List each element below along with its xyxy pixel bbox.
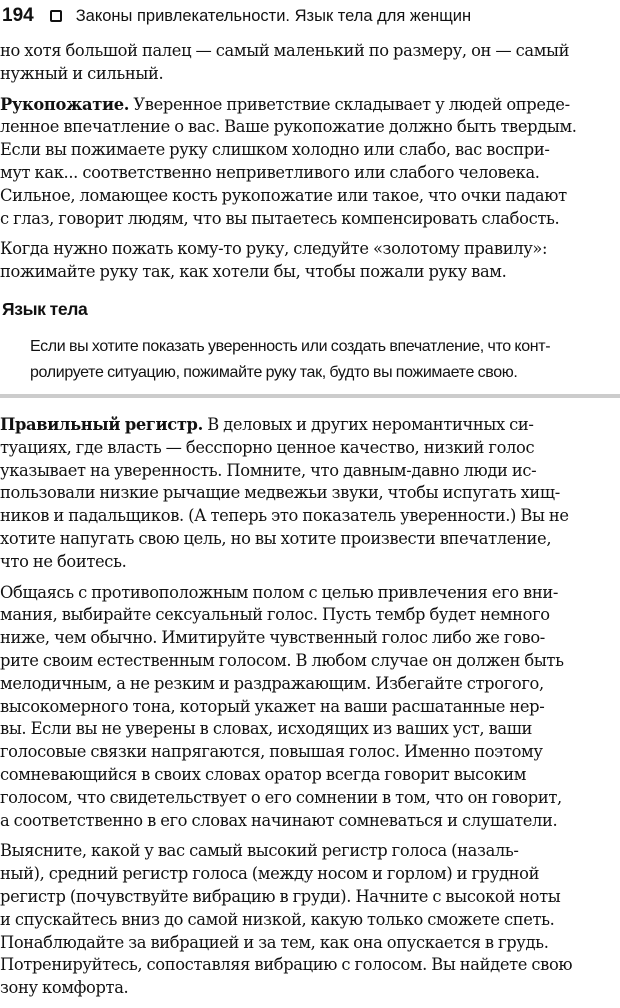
text-line: голосом, что свидетельствует о его сомнении в том, что он говорит, <box>0 787 562 807</box>
paragraph-lead-handshake: Рукопожатие. <box>0 94 130 114</box>
text-line: и спускайтесь вниз до самой низкой, какую только сможете спеть. <box>0 909 555 929</box>
text-line: хотите напугать свою цель, но вы хотите произвести впечатление, <box>0 528 552 548</box>
text-line: мут как... соответственно неприветливого или слабого человека. <box>0 162 540 182</box>
text-line: ролируете ситуацию, пожимайте руку так, будто вы пожимаете свою. <box>30 363 518 381</box>
paragraph-register <box>0 414 620 574</box>
text-line: нужный и сильный. <box>0 63 164 83</box>
text-line: голосовые связки напрягаются, повышая голос. Именно поэтому <box>0 742 543 762</box>
text-line: ный), средний регистр голоса (между носом и горлом) и грудной <box>0 864 540 884</box>
text-line: с глаз, говорит людям, что вы пытаетесь компенсировать слабость. <box>0 208 560 228</box>
running-header <box>2 2 614 30</box>
text-line: высокомерного тона, который укажет на ваши расшатанные нер- <box>0 696 545 716</box>
text-line: ниже, чем обычно. Имитируйте чувственный голос либо же гово- <box>0 628 545 648</box>
text-line: Понаблюдайте за вибрацией и за тем, как она опускается в грудь. <box>0 932 549 952</box>
text-line: Потренируйтесь, сопоставляя вибрацию с голосом. Вы найдете свою <box>0 955 573 975</box>
text-span: Уверенное приветствие складывает у людей опреде- <box>129 94 570 114</box>
text-line: но хотя большой палец — самый маленький по размеру, он — самый <box>0 41 570 60</box>
page-body <box>0 40 620 1008</box>
text-line: регистр (почувствуйте вибрацию в груди). Начните с высокой ноты <box>0 886 561 906</box>
text-line: ников и падальщиков. (А теперь это показатель уверенности.) Вы не <box>0 506 569 526</box>
paragraph-find-register <box>0 840 620 1000</box>
paragraph-handshake <box>0 94 620 231</box>
text-line: сомневающийся в своих словах оратор всегда говорит высоким <box>0 764 527 784</box>
text-line: Общаясь с противоположным полом с целью привлечения его вни- <box>0 582 558 602</box>
sidebar-box <box>0 326 620 398</box>
text-line: указывает на уверенность. Помните, что давным-давно люди ис- <box>0 460 537 480</box>
text-line: что не боитесь. <box>0 551 127 571</box>
text-span: В деловых и других неромантичных си- <box>202 414 534 434</box>
text-line <box>0 414 620 437</box>
paragraph-lead-register: Правильный регистр. <box>0 414 203 434</box>
paragraph-golden-rule <box>0 238 620 284</box>
square-bullet-icon <box>50 10 62 22</box>
text-line: зону комфорта. <box>0 978 129 998</box>
text-line: мелодичным, а не резким и раздражающим. Избегайте строгого, <box>0 673 544 693</box>
running-title: Законы привлекательности. Язык тела для женщин <box>75 6 472 25</box>
text-line: мания, выбирайте сексуальный голос. Пусть тембр будет немного <box>0 605 550 625</box>
sidebar-box-title: Язык тела <box>2 298 88 319</box>
text-line: рите своим естественным голосом. В любом случае он должен быть <box>0 650 564 670</box>
paragraph-continued <box>0 40 620 86</box>
text-line: вы. Если вы не уверены в словах, исходящих из ваших уст, ваши <box>0 719 533 739</box>
text-line: пользовали низкие рычащие медвежьи звуки, чтобы испугать хищ- <box>0 483 560 503</box>
text-line: ленное впечатление о вас. Ваше рукопожатие должно быть твердым. <box>0 117 577 137</box>
paragraph-opposite-sex <box>0 582 620 833</box>
text-line: Сильное, ломающее кость рукопожатие или такое, что очки падают <box>0 185 567 205</box>
text-line: туациях, где власть — бесспорно ценное качество, низкий голос <box>0 437 535 457</box>
text-line: пожимайте руку так, как хотели бы, чтобы пожали руку вам. <box>0 262 507 282</box>
text-line: Когда нужно пожать кому-то руку, следуйте «золотому правилу»: <box>0 239 548 259</box>
text-line: Если вы хотите показать уверенность или создать впечатление, что конт- <box>30 337 551 355</box>
text-line: Выясните, какой у вас самый высокий регистр голоса (назаль- <box>0 841 519 861</box>
text-line: а соответственно в его словах начинают сомневаться и слушатели. <box>0 810 558 830</box>
text-line <box>0 94 620 117</box>
page-number: 194 <box>2 5 34 26</box>
text-line: Если вы пожимаете руку слишком холодно или слабо, вас воспри- <box>0 140 550 160</box>
